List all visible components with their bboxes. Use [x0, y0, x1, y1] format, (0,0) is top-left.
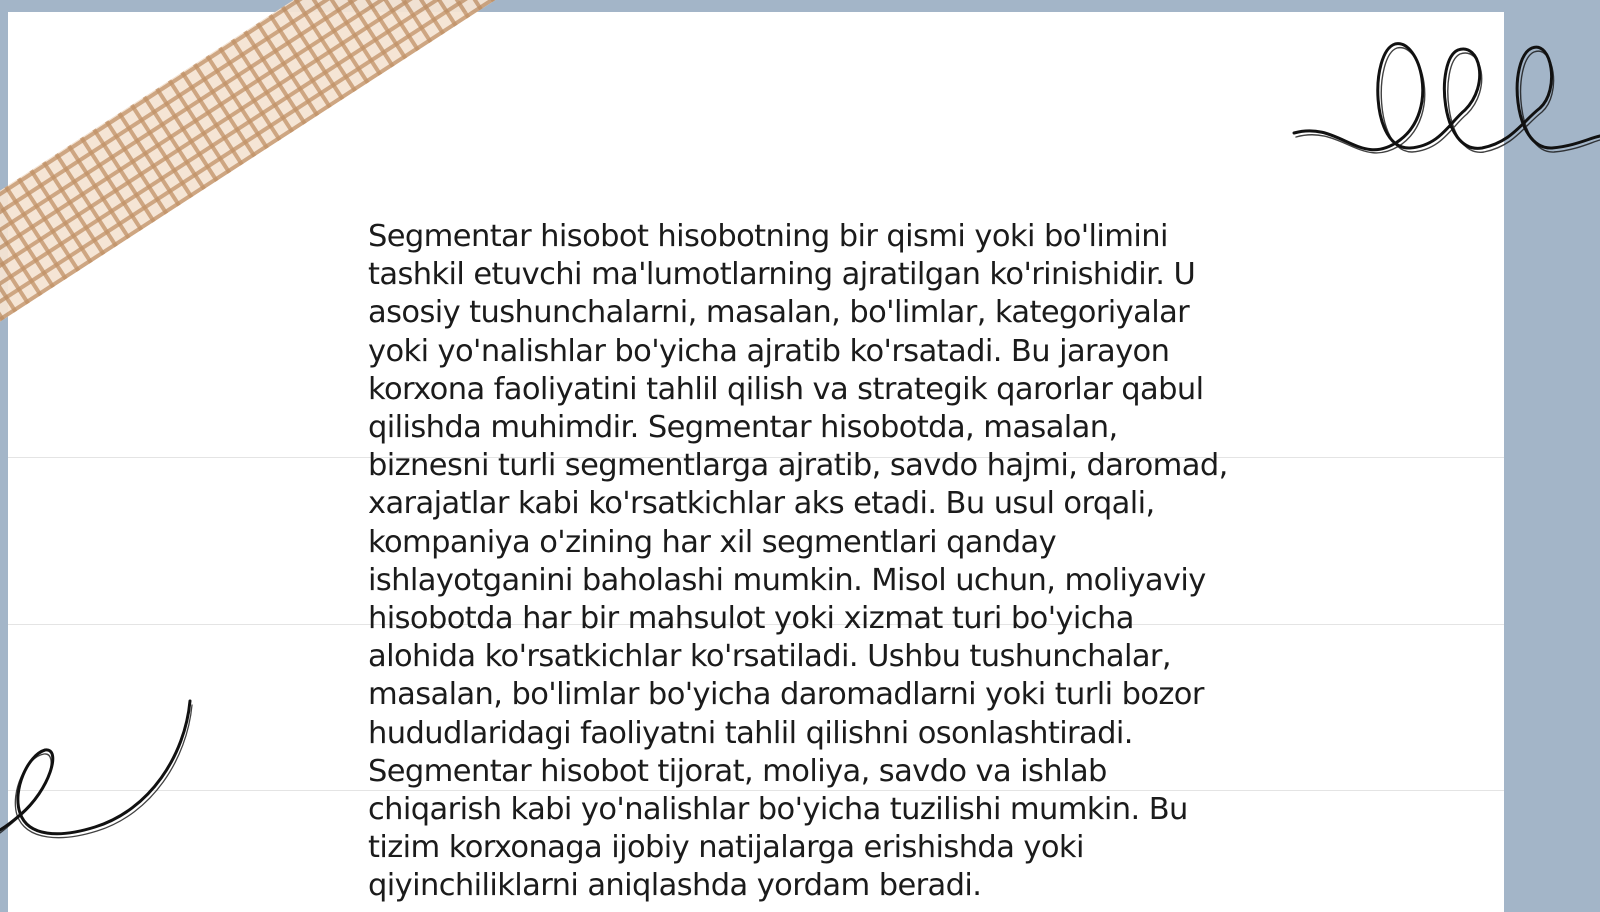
- text-line: asosiy tushunchalarni, masalan, bo'limlar, kategoriyalar: [368, 295, 1190, 331]
- text-line: xarajatlar kabi ko'rsatkichlar aks etadi. Bu usul orqali,: [368, 486, 1155, 522]
- text-line: chiqarish kabi yo'nalishlar bo'yicha tuzilishi mumkin. Bu: [368, 792, 1188, 828]
- text-line: qiyinchiliklarni aniqlashda yordam beradi.: [368, 868, 982, 904]
- text-line: biznesni turli segmentlarga ajratib, savdo hajmi, daromad,: [368, 448, 1228, 484]
- text-line: ishlayotganini baholashi mumkin. Misol uchun, moliyaviy: [368, 562, 1206, 598]
- text-line: hududlaridagi faoliyatni tahlil qilishni osonlashtiradi.: [368, 715, 1133, 751]
- swirl-scribble-icon: [0, 695, 200, 855]
- text-line: korxona faoliyatini tahlil qilish va strategik qarorlar qabul: [368, 371, 1204, 407]
- text-line: tashkil etuvchi ma'lumotlarning ajratilgan ko'rinishidir. U: [368, 257, 1196, 293]
- text-line: alohida ko'rsatkichlar ko'rsatiladi. Ushbu tushunchalar,: [368, 639, 1171, 675]
- text-line: yoki yo'nalishlar bo'yicha ajratib ko'rsatadi. Bu jarayon: [368, 333, 1170, 369]
- body-paragraph: [368, 218, 1248, 906]
- text-line: hisobotda har bir mahsulot yoki xizmat turi bo'yicha: [368, 601, 1134, 637]
- loopy-scribble-icon: [1290, 30, 1600, 170]
- text-line: Segmentar hisobot tijorat, moliya, savdo va ishlab: [368, 753, 1107, 789]
- text-line: masalan, bo'limlar bo'yicha daromadlarni yoki turli bozor: [368, 677, 1204, 713]
- text-line: qilishda muhimdir. Segmentar hisobotda, masalan,: [368, 410, 1118, 446]
- text-line: kompaniya o'zining har xil segmentlari qanday: [368, 524, 1057, 560]
- text-line: Segmentar hisobot hisobotning bir qismi yoki bo'limini: [368, 219, 1168, 254]
- text-line: tizim korxonaga ijobiy natijalarga erishishda yoki: [368, 830, 1084, 866]
